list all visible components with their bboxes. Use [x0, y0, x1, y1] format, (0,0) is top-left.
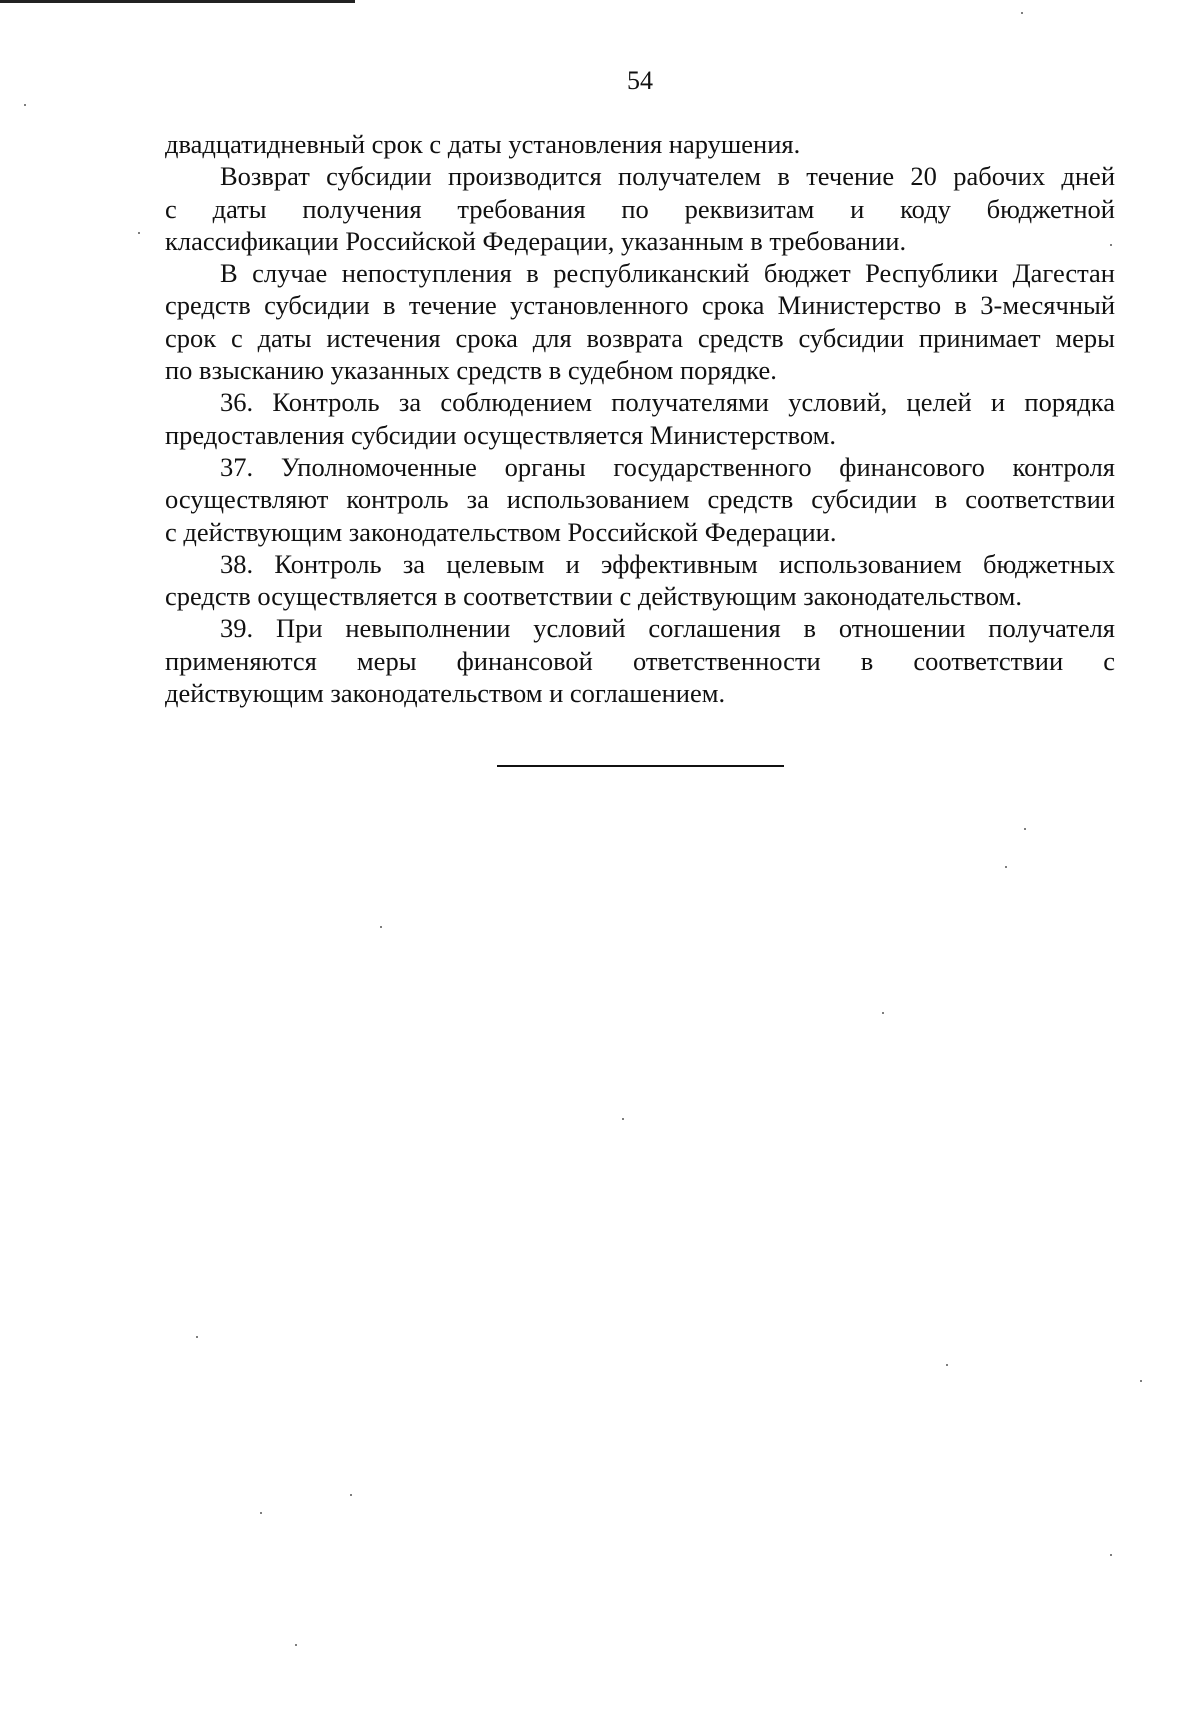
scan-speck	[295, 1644, 297, 1646]
text-line: 39. При невыполнении условий соглашения в отношении получателя	[220, 613, 1115, 644]
text-line: с даты получения требования по реквизитам и коду бюджетной	[165, 193, 1115, 224]
text-line: двадцатидневный срок с даты установления нарушения.	[165, 129, 801, 159]
text-line: предоставления субсидии осуществляется Министерством.	[165, 419, 837, 450]
scan-speck	[260, 1512, 262, 1514]
scan-speck	[138, 232, 140, 234]
scan-speck	[1005, 866, 1007, 868]
text-line: В случае непоступления в республиканский бюджет Республики Дагестан	[220, 258, 1115, 289]
text-line: действующим законодательством и соглашением.	[165, 678, 726, 709]
text-line: срок с даты истечения срока для возврата средств субсидии принимает меры	[165, 322, 1115, 353]
scan-speck	[380, 926, 382, 928]
text-line: Возврат субсидии производится получателем в течение 20 рабочих дней	[220, 161, 1115, 192]
text-line: с действующим законодательством Российской Федерации.	[165, 516, 837, 547]
end-of-text-rule	[497, 765, 784, 767]
scan-speck	[1110, 244, 1112, 246]
text-line: классификации Российской Федерации, указанным в требовании.	[165, 225, 907, 256]
text-line: по взысканию указанных средств в судебном порядке.	[165, 355, 777, 386]
text-line: осуществляют контроль за использованием средств субсидии в соответствии	[165, 484, 1115, 515]
text-line: средств субсидии в течение установленного срока Министерство в 3-месячный	[165, 290, 1115, 321]
scan-speck	[882, 1012, 884, 1014]
text-line: средств осуществляется в соответствии с действующим законодательством.	[165, 581, 1022, 612]
paragraph-item-37	[165, 451, 1115, 548]
scan-speck	[946, 1364, 948, 1366]
scan-speck	[196, 1336, 198, 1338]
text-line: 37. Уполномоченные органы государственного финансового контроля	[220, 451, 1115, 482]
paragraph-non-receipt	[165, 257, 1115, 386]
scan-speck	[1024, 828, 1026, 830]
scan-speck	[1110, 1554, 1112, 1556]
scan-speck	[350, 1494, 352, 1496]
text-line: 36. Контроль за соблюдением получателями условий, целей и порядка	[220, 387, 1115, 418]
paragraph-item-38	[165, 548, 1115, 613]
scan-speck	[24, 104, 26, 106]
page-number: 54	[627, 66, 653, 95]
scan-edge-mark	[0, 0, 355, 3]
paragraph-subsidy-return	[165, 160, 1115, 257]
document-body	[165, 128, 1115, 709]
scan-speck	[1021, 12, 1023, 14]
text-line: применяются меры финансовой ответственности в соответствии с	[165, 645, 1115, 676]
scan-speck	[622, 1118, 624, 1120]
scan-speck	[1140, 1380, 1142, 1382]
paragraph-item-39	[165, 612, 1115, 709]
text-line: 38. Контроль за целевым и эффективным использованием бюджетных	[220, 548, 1115, 579]
paragraph-continuation	[165, 128, 1115, 160]
paragraph-item-36	[165, 386, 1115, 451]
